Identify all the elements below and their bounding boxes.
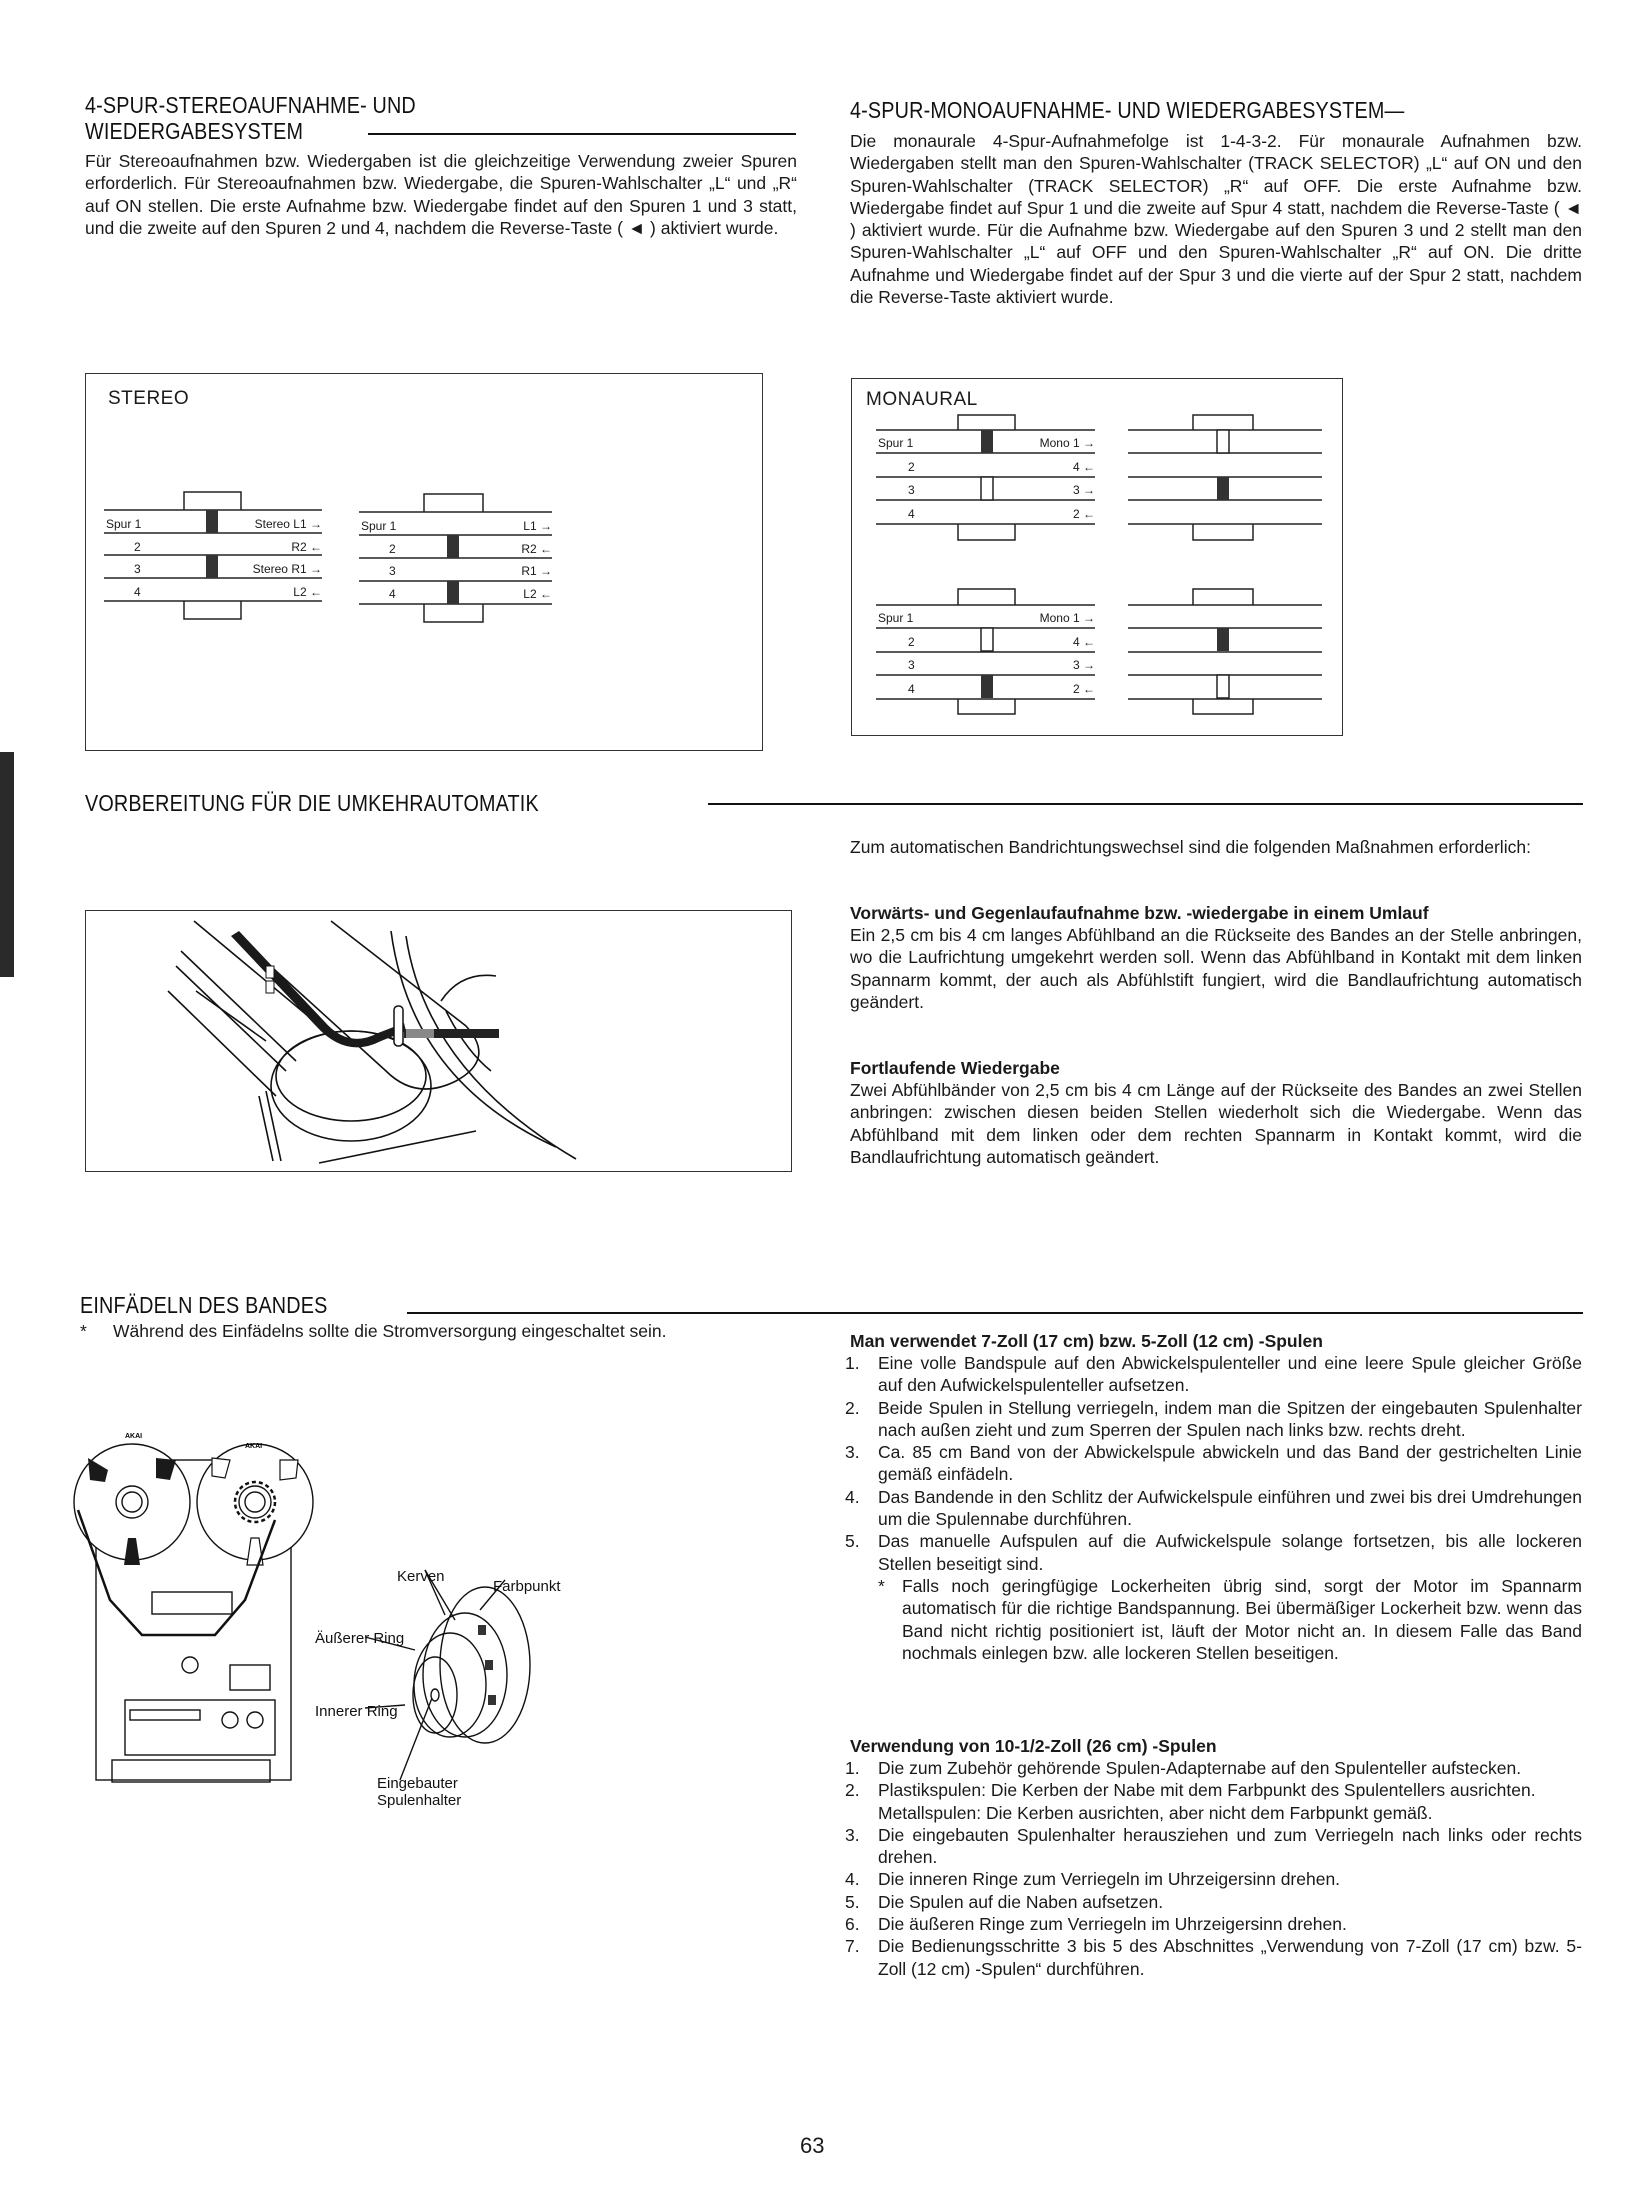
arrow-left-icon: ← [310,539,322,554]
label-holder-line1: Eingebauter [377,1775,458,1792]
arrow-right-icon: → [540,564,552,579]
track-label: 3 [134,562,141,577]
item-number: 5. [845,1531,860,1552]
arrow-right-icon: → [1083,658,1095,672]
item-number: 5. [845,1891,860,1912]
arrow-left-icon: ← [310,585,322,600]
reverse-sub2-title: Fortlaufende Wiedergabe [850,1058,1060,1078]
threading-heading: EINFÄDELN DES BANDES [80,1292,328,1318]
arrow-right-icon: → [1083,436,1095,450]
item-number: 6. [845,1914,860,1935]
channel-label: 4 [1072,459,1080,474]
channel-label: R2 [291,539,307,554]
list2-item [845,1802,1582,1824]
stereo-body: Für Stereoaufnahmen bzw. Wiedergaben ist die gleichzeitige Verwendung zweier Spuren erforderlich. Für Stereoaufnahmen bzw. Wiedergabe, die Spuren-Wahlschalter „L“ und „R“ auf ON stellen. Die erste Aufnahme bzw. Wiedergabe findet auf den Spuren 1 und 3 statt, und die zweite auf den Spuren 2 und 4, nachdem die Reverse-Taste ( ◄ ) aktiviert wurde. [85,151,797,238]
item-text: Die Bedienungsschritte 3 bis 5 des Abschnittes „Verwendung von 7-Zoll (17 cm) bzw. 5-Zoll (12 cm) -Spulen“ durchführen. [878,1936,1582,1979]
list2-item [845,1935,1582,1980]
track-label: Spur 1 [361,519,397,533]
track-label: Spur 1 [878,611,914,625]
item-text: Metallspulen: Die Kerben ausrichten, aber nicht dem Farbpunkt gemäß. [878,1802,1433,1823]
arrow-left-icon: ← [1083,506,1095,521]
arrow-right-icon: → [310,517,322,531]
channel-label: R1 [521,564,537,579]
item-text: Ca. 85 cm Band von der Abwickelspule abwickeln und das Band der gestrichelten Linie gemäß einfädeln. [878,1442,1582,1485]
item-number: 1. [845,1758,860,1778]
reverse-sub1-title: Vorwärts- und Gegenlaufaufnahme bzw. -wiedergabe in einem Umlauf [850,903,1429,923]
item-number: 3. [845,1442,860,1463]
arrow-right-icon: → [1083,611,1095,625]
threading-heading-rule [407,1312,1583,1314]
channel-label: L1 [523,519,537,533]
arrow-right-icon: → [310,562,322,577]
channel-label: 3 [1072,483,1080,497]
channel-label: R2 [521,541,537,556]
arrow-left-icon: ← [540,541,552,556]
arrow-left-icon: ← [1083,681,1095,696]
arrow-right-icon: → [540,519,552,533]
stereo-heading-line1: 4-SPUR-STEREOAUFNAHME- UND [85,92,416,118]
item-number: 2. [845,1780,860,1801]
track-label: 4 [908,506,915,521]
reverse-sensing-figure [85,910,792,1172]
item-text: Die eingebauten Spulenhalter herausziehen und zum Verriegeln nach links oder rechts drehen. [878,1824,1582,1868]
mono-top-channel-labels [1012,432,1095,526]
arrow-right-icon: → [1083,483,1095,497]
item-number: 2. [845,1397,860,1418]
track-label: Spur 1 [878,436,914,450]
tension-arm-illustration [86,911,791,1171]
stereo-right-channel-labels [486,515,552,606]
label-kerven: Kerven [397,1568,445,1585]
channel-label: 3 [1072,658,1080,672]
track-label: 2 [908,634,915,649]
list1-item [845,1397,1582,1442]
mono-bottom-track-labels [878,607,915,701]
list1-item [845,1352,1582,1397]
list2-item [845,1824,1582,1869]
track-label: 4 [389,587,396,602]
list2-item [845,1757,1582,1779]
reverse-heading: VORBEREITUNG FÜR DIE UMKEHRAUTOMATIK [85,790,539,816]
list2 [845,1757,1582,1980]
stereo-heading-rule [368,133,796,135]
channel-label: Stereo L1 [254,517,307,531]
item-text: Das manuelle Aufspulen auf die Aufwickelspule solange fortsetzen, bis alle lockeren Stellen beseitigt sind. [878,1531,1582,1574]
channel-label: 2 [1072,506,1080,521]
stereo-left-track-labels [106,513,141,604]
list1-item [845,1530,1582,1575]
channel-label: 2 [1072,681,1080,696]
item-text: Das Bandende in den Schlitz der Aufwickelspule einführen und zwei bis drei Umdrehungen um die Spulennabe durchführen. [878,1486,1582,1530]
item-text: Die äußeren Ringe zum Verriegeln im Uhrzeigersinn drehen. [878,1914,1347,1935]
track-label: 2 [134,539,141,554]
item-text: Beide Spulen in Stellung verriegeln, indem man die Spitzen der eingebauten Spulenhalter nach außen zieht und zum Sperren der Spulen nach links bzw. rechts dreht. [878,1397,1582,1440]
item-text: Eine volle Bandspule auf den Abwickelspulenteller und eine leere Spule gleicher Größe auf den Aufwickelspulenteller aufsetzen. [878,1353,1582,1396]
stereo-right-track-labels [361,515,396,606]
note-asterisk: * [80,1321,87,1341]
stereo-heading-line2: WIEDERGABESYSTEM [85,118,304,144]
label-holder-line2: Spulenhalter [377,1792,462,1809]
list2-item [845,1891,1582,1913]
mono-heading: 4-SPUR-MONOAUFNAHME- UND WIEDERGABESYSTEM— [850,97,1405,123]
track-label: 3 [908,658,915,672]
channel-label: 4 [1072,634,1080,649]
item-text: Die zum Zubehör gehörende Spulen-Adapternabe auf den Spulenteller aufstecken. [878,1758,1522,1778]
stereo-track-diagrams [86,374,762,750]
stereo-figure-label: STEREO [108,388,190,409]
mono-track-diagrams [852,379,1342,735]
track-label: 2 [908,459,915,474]
note-asterisk: * [878,1575,885,1596]
track-label: 3 [908,483,915,497]
channel-label: L2 [523,587,537,602]
track-label: 3 [389,564,396,579]
threading-note [80,1320,800,1342]
arrow-left-icon: ← [1083,459,1095,474]
list1-item [845,1441,1582,1486]
item-number: 3. [845,1824,860,1845]
page-number: 63 [800,2133,825,2158]
track-label: Spur 1 [106,517,142,531]
label-built-in-holder [377,1775,461,1809]
akai-logo-left: AKAI [125,1433,143,1440]
item-text: Die inneren Ringe zum Verriegeln im Uhrzeigersinn drehen. [878,1869,1341,1890]
reverse-intro: Zum automatischen Bandrichtungswechsel sind die folgenden Maßnahmen erforderlich: [850,837,1531,857]
list2-title: Verwendung von 10-1/2-Zoll (26 cm) -Spulen [850,1736,1217,1756]
arrow-left-icon: ← [540,587,552,602]
track-label: 4 [908,681,915,696]
item-number: 7. [845,1936,860,1957]
edge-tab-marker [0,752,14,977]
list1-note [845,1575,1582,1664]
track-label: 2 [389,541,396,556]
item-number: 4. [845,1869,860,1890]
mono-body: Die monaurale 4-Spur-Aufnahmefolge ist 1-4-3-2. Für monaurale Aufnahmen bzw. Wiedergaben stellt man den Spuren-Wahlschalter (TRACK SELECTOR) „L“ auf ON und den Spuren-Wahlschalter (TRACK SELECTOR) „R“ auf OFF. Die erste Aufnahme bzw. Wiedergabe findet auf Spur 1 und die zweite auf Spur 4 statt, nachdem die Reverse-Taste ( ◄ ) aktiviert wurde. Für die Aufnahme bzw. Wiedergabe auf den Spuren 3 und 2 stellt man den Spuren-Wahlschalter „L“ auf OFF und den Spuren-Wahlschalter „R“ auf ON. Die dritte Aufnahme und Wiedergabe findet auf der Spur 3 und die vierte auf der Spur 2 statt, nachdem die Reverse-Taste aktiviert wurde. [850,131,1582,308]
list1-title: Man verwendet 7-Zoll (17 cm) bzw. 5-Zoll (12 cm) -Spulen [850,1331,1323,1351]
channel-label: L2 [293,585,307,600]
track-label: 4 [134,585,141,600]
list2-item [845,1913,1582,1935]
list1-item [845,1486,1582,1531]
label-inner-ring: Innerer Ring [315,1703,398,1720]
stereo-left-channel-labels [236,513,322,604]
reverse-sub2-body: Zwei Abfühlbänder von 2,5 cm bis 4 cm Länge auf der Rückseite des Bandes an zwei Stellen anbringen: zwischen diesen beiden Stellen wiederholt sich die Wiedergabe. Wenn das Abfühlband mit dem linken oder dem rechten Spannarm in Kontakt kommt, wird die Bandlaufrichtung automatisch geändert. [850,1080,1582,1167]
mono-bottom-channel-labels [1012,607,1095,701]
note-text: Falls noch geringfügige Lockerheiten übrig sind, sorgt der Motor im Spannarm automatisch für die richtige Bandspannung. Bei übermäßiger Lockerheit bzw. wenn das Band nicht richtig positioniert ist, läuft der Motor nicht an. In diesem Falle das Band nochmals einlegen bzw. alle lockeren Stellen beseitigen. [902,1575,1582,1663]
item-text: Die Spulen auf die Naben aufsetzen. [878,1891,1164,1912]
list2-item [845,1779,1582,1801]
channel-label: Stereo R1 [252,562,307,577]
label-outer-ring: Äußerer Ring [315,1630,405,1647]
channel-label: Mono 1 [1039,436,1080,450]
akai-logo-right: AKAI [245,1443,263,1450]
list1 [845,1352,1582,1664]
item-text: Plastikspulen: Die Kerben der Nabe mit dem Farbpunkt des Spulentellers ausrichten. [878,1780,1536,1801]
mono-figure-label: MONAURAL [866,389,978,410]
reverse-heading-rule [708,803,1583,805]
label-farbpunkt: Farbpunkt [493,1578,561,1595]
note-text: Während des Einfädelns sollte die Stromversorgung eingeschaltet sein. [113,1321,667,1341]
list2-item [845,1868,1582,1890]
reverse-sub1-body: Ein 2,5 cm bis 4 cm langes Abfühlband an die Rückseite des Bandes an der Stelle anbringen, wo die Laufrichtung umgekehrt werden soll. Wenn das Abfühlband in Kontakt mit dem linken Spannarm kommt, der auch als Abfühlstift fungiert, wird die Bandlaufrichtung automatisch geändert. [850,925,1582,1012]
channel-label: Mono 1 [1039,611,1080,625]
stereo-track-figure [85,373,763,751]
mono-top-track-labels [878,432,915,526]
item-number: 1. [845,1353,860,1373]
arrow-left-icon: ← [1083,634,1095,649]
item-number: 4. [845,1486,860,1507]
mono-track-figure [851,378,1343,736]
